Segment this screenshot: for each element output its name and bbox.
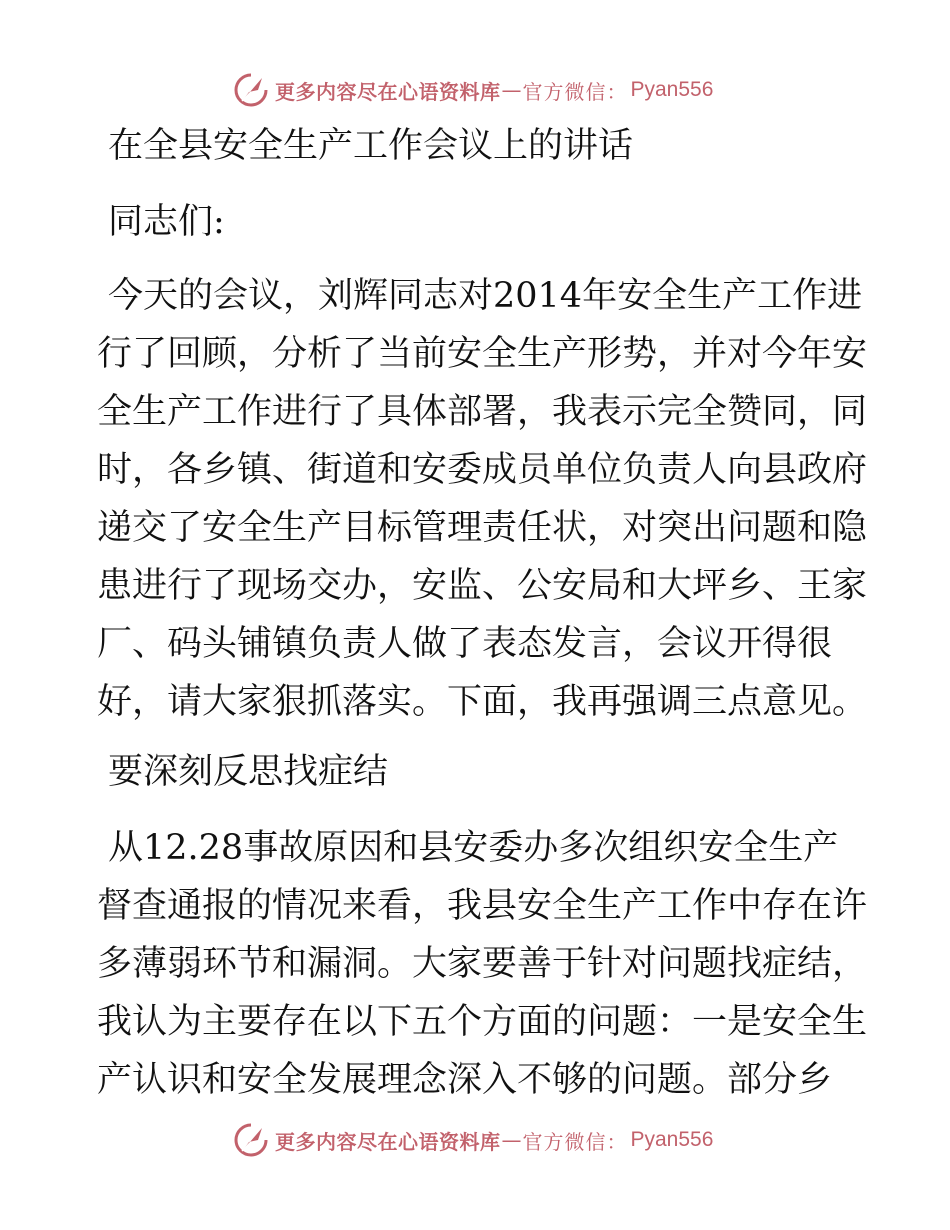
paragraph2-line: 督查通报的情况来看，我县安全生产工作中存在许	[97, 886, 868, 926]
paragraph2-line: 我认为主要存在以下五个方面的问题：一是安全生	[97, 1002, 868, 1042]
footer-wechat-label: 官方微信：	[522, 1129, 628, 1154]
paragraph1-line: 行了回顾，分析了当前安全生产形势，并对今年安	[97, 334, 868, 374]
paragraph1-line: 时，各乡镇、街道和安委成员单位负责人向县政府	[97, 450, 868, 490]
section-heading: 要深刻反思找症结	[108, 752, 389, 792]
quill-logo-icon	[233, 72, 269, 108]
paragraph2-line: 从12.28事故原因和县安委办多次组织安全生产	[108, 828, 839, 868]
paragraph1-line: 厂、码头铺镇负责人做了表态发言，会议开得很	[97, 624, 833, 664]
quill-logo-icon	[233, 1122, 269, 1158]
paragraph1-line: 全生产工作进行了具体部署，我表示完全赞同，同	[97, 392, 868, 432]
header-banner	[233, 70, 713, 110]
document-title: 在全县安全生产工作会议上的讲话	[108, 126, 634, 166]
paragraph2-line: 多薄弱环节和漏洞。大家要善于针对问题找症结，	[97, 944, 868, 984]
paragraph1-line: 今天的会议，刘辉同志对2014年安全生产工作进	[108, 276, 863, 316]
footer-wechat-id: Pyan556	[630, 1128, 714, 1151]
header-separator: —	[501, 78, 522, 102]
header-wechat-id: Pyan556	[630, 78, 714, 101]
paragraph1-line: 好，请大家狠抓落实。下面，我再强调三点意见。	[97, 682, 868, 722]
paragraph2-line: 产认识和安全发展理念深入不够的问题。部分乡	[97, 1060, 833, 1100]
header-wechat-label: 官方微信：	[522, 79, 628, 104]
footer-separator: —	[501, 1128, 522, 1152]
footer-main-text: 更多内容尽在心语资料库	[275, 1129, 501, 1154]
salutation: 同志们:	[108, 202, 225, 242]
paragraph1-line: 递交了安全生产目标管理责任状，对突出问题和隐	[97, 508, 868, 548]
header-main-text: 更多内容尽在心语资料库	[275, 79, 501, 104]
footer-banner	[233, 1120, 713, 1160]
paragraph1-line: 患进行了现场交办，安监、公安局和大坪乡、王家	[97, 566, 868, 606]
